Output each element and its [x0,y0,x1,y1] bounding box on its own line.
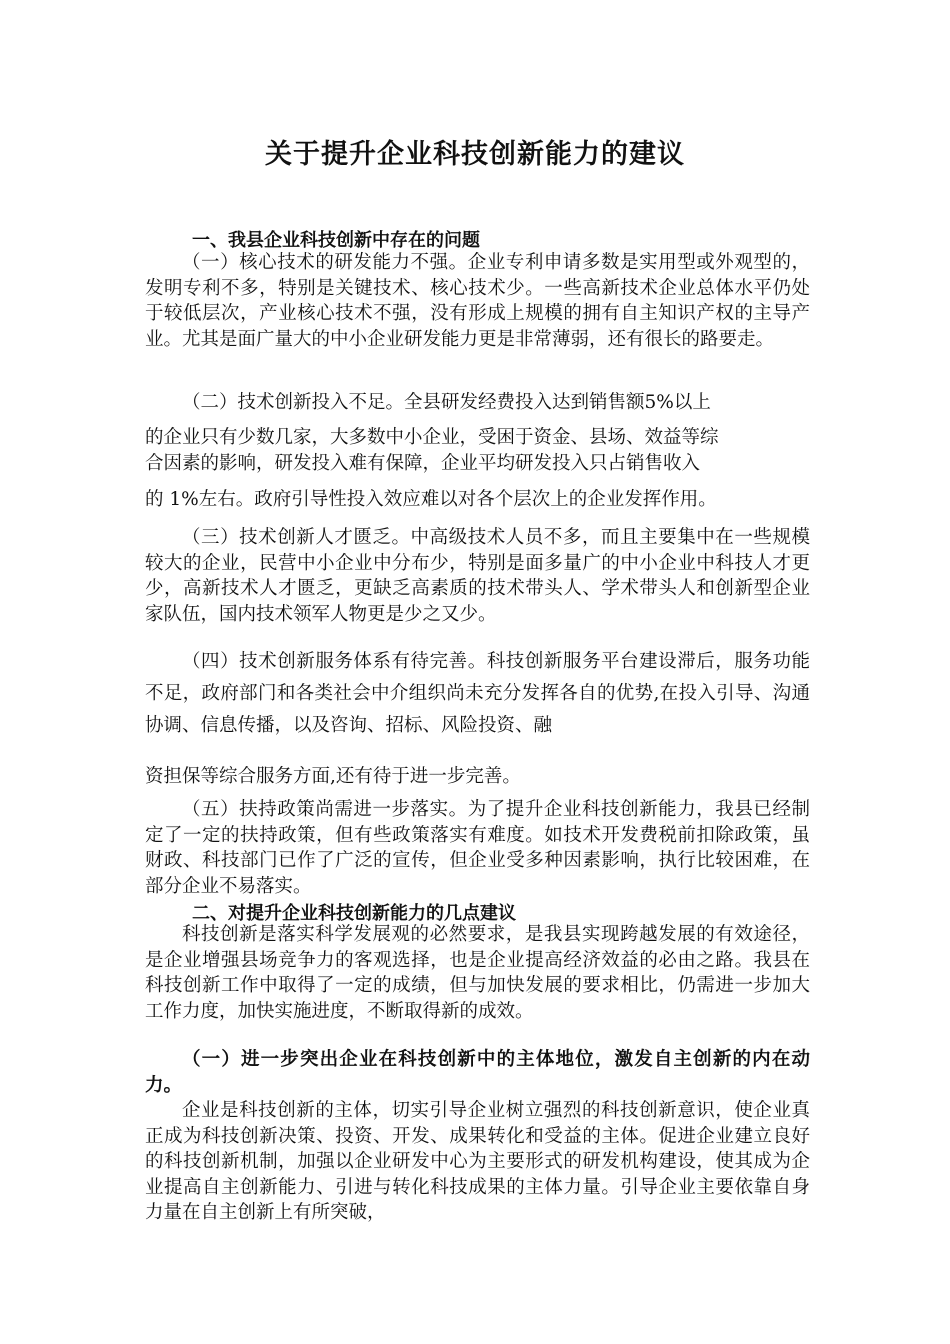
section1-paragraph-4-end: 资担保等综合服务方面,还有待于进一步完善。 [145,766,521,787]
section2-paragraph-1: 科技创新是落实科学发展观的必然要求，是我县实现跨越发展的有效途径，是企业增强县场竞争力的客观选择，也是企业提高经济效益的必由之路。我县在科技创新工作中取得了一定的成绩，但与加快发展的要求相比，仍需进一步加大工作力度，加快实施进度，不断取得新的成效。 [145,924,810,1022]
section1-paragraph-2-line-2: 的企业只有少数几家，大多数中小企业，受困于资金、县场、效益等综 [145,427,719,448]
section1-paragraph-3: （三）技术创新人才匮乏。中高级技术人员不多，而且主要集中在一些规模较大的企业，民营中小企业中分布少，特别是面多量广的中小企业中科技人才更少，高新技术人才匮乏，更缺乏高素质的技术带头人、学术带头人和创新型企业家队伍，国内技术领军人物更是少之又少。 [145,527,810,625]
section2-heading: 二、对提升企业科技创新能力的几点建议 [192,903,516,924]
section2-subheading-1: （一）进一步突出企业在科技创新中的主体地位，激发自主创新的内在动力。 [145,1049,810,1096]
document-title: 关于提升企业科技创新能力的建议 [265,139,685,170]
section1-paragraph-4: （四）技术创新服务体系有待完善。科技创新服务平台建设滞后，服务功能不足，政府部门和各类社会中介组织尚未充分发挥各自的优势,在投入引导、沟通协调、信息传播，以及咨询、招标、风险投资、融 [145,651,810,736]
section1-paragraph-5: （五）扶持政策尚需进一步落实。为了提升企业科技创新能力，我县已经制定了一定的扶持政策，但有些政策落实有难度。如技术开发费税前扣除政策，虽财政、科技部门已作了广泛的宣传，但企业受多种因素影响，执行比较困难，在部分企业不易落实。 [145,799,810,897]
section2-paragraph-2: 企业是科技创新的主体，切实引导企业树立强烈的科技创新意识，使企业真正成为科技创新决策、投资、开发、成果转化和受益的主体。促进企业建立良好的科技创新机制，加强以企业研发中心为主要形式的研发机构建设，使其成为企业提高自主创新能力、引进与转化科技成果的主体力量。引导企业主要依靠自身力量在自主创新上有所突破， [145,1100,810,1223]
section1-paragraph-2-line-1: （二）技术创新投入不足。全县研发经费投入达到销售额5%以上 [182,392,711,413]
section1-paragraph-2-line-4: 的 1%左右。政府引导性投入效应难以对各个层次上的企业发挥作用。 [145,489,717,510]
section1-paragraph-1: （一）核心技术的研发能力不强。企业专利申请多数是实用型或外观型的，发明专利不多，特别是关键技术、核心技术少。一些高新技术企业总体水平仍处于较低层次，产业核心技术不强，没有形成上规模的拥有自主知识产权的主导产业。尤其是面广量大的中小企业研发能力更是非常薄弱，还有很长的路要走。 [145,252,810,350]
section1-heading: 一、我县企业科技创新中存在的问题 [192,230,480,251]
section1-paragraph-2-line-3: 合因素的影响，研发投入难有保障，企业平均研发投入只占销售收入 [145,453,701,474]
